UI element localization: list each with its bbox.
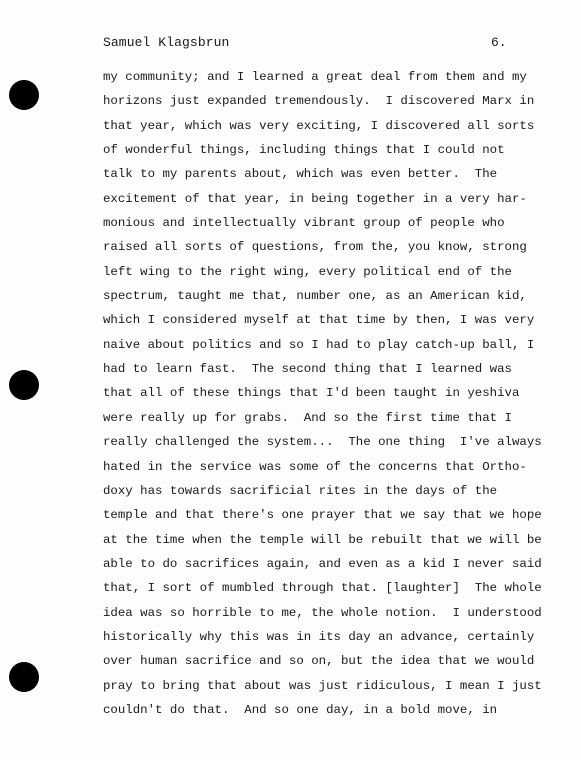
text-line: historically why this was in its day an advance, certainly bbox=[103, 629, 535, 644]
text-line: couldn't do that. And so one day, in a bold move, in bbox=[103, 702, 498, 717]
text-line: excitement of that year, in being together in a very har- bbox=[103, 191, 527, 206]
text-line: had to learn fast. The second thing that I learned was bbox=[103, 362, 512, 377]
punch-hole-top bbox=[9, 80, 39, 110]
text-line: that year, which was very exciting, I discovered all sorts bbox=[103, 118, 535, 133]
text-line: temple and that there's one prayer that we say that we hope bbox=[103, 508, 542, 523]
text-line: able to do sacrifices again, and even as a kid I never said bbox=[103, 556, 542, 571]
text-line: really challenged the system... The one thing I've always bbox=[103, 435, 542, 450]
text-line: hated in the service was some of the concerns that Ortho- bbox=[103, 459, 527, 474]
text-line: spectrum, taught me that, number one, as an American kid, bbox=[103, 289, 527, 304]
text-line: left wing to the right wing, every political end of the bbox=[103, 264, 512, 279]
text-line: which I considered myself at that time by then, I was very bbox=[103, 313, 535, 328]
punch-hole-middle bbox=[9, 370, 39, 400]
punch-hole-bottom bbox=[9, 662, 39, 692]
text-line: doxy has towards sacrificial rites in the days of the bbox=[103, 483, 498, 498]
text-line: of wonderful things, including things that I could not bbox=[103, 143, 505, 158]
text-line: naive about politics and so I had to play catch-up ball, I bbox=[103, 337, 535, 352]
text-line: over human sacrifice and so on, but the idea that we would bbox=[103, 654, 535, 669]
text-line: were really up for grabs. And so the first time that I bbox=[103, 410, 512, 425]
transcript-body bbox=[103, 65, 543, 722]
text-line: that, I sort of mumbled through that. [laughter] The whole bbox=[103, 581, 542, 596]
text-line: my community; and I learned a great deal from them and my bbox=[103, 70, 527, 84]
text-line: horizons just expanded tremendously. I discovered Marx in bbox=[103, 94, 535, 109]
text-line: idea was so horrible to me, the whole notion. I understood bbox=[103, 605, 542, 620]
header-author-name: Samuel Klagsbrun bbox=[103, 35, 230, 50]
page-number: 6. bbox=[491, 35, 507, 50]
text-line: monious and intellectually vibrant group of people who bbox=[103, 216, 505, 231]
text-line: talk to my parents about, which was even better. The bbox=[103, 167, 498, 182]
text-line: at the time when the temple will be rebuilt that we will be bbox=[103, 532, 542, 547]
text-line: pray to bring that about was just ridiculous, I mean I just bbox=[103, 678, 542, 693]
text-line: raised all sorts of questions, from the, you know, strong bbox=[103, 240, 527, 255]
text-line: that all of these things that I'd been taught in yeshiva bbox=[103, 386, 520, 401]
